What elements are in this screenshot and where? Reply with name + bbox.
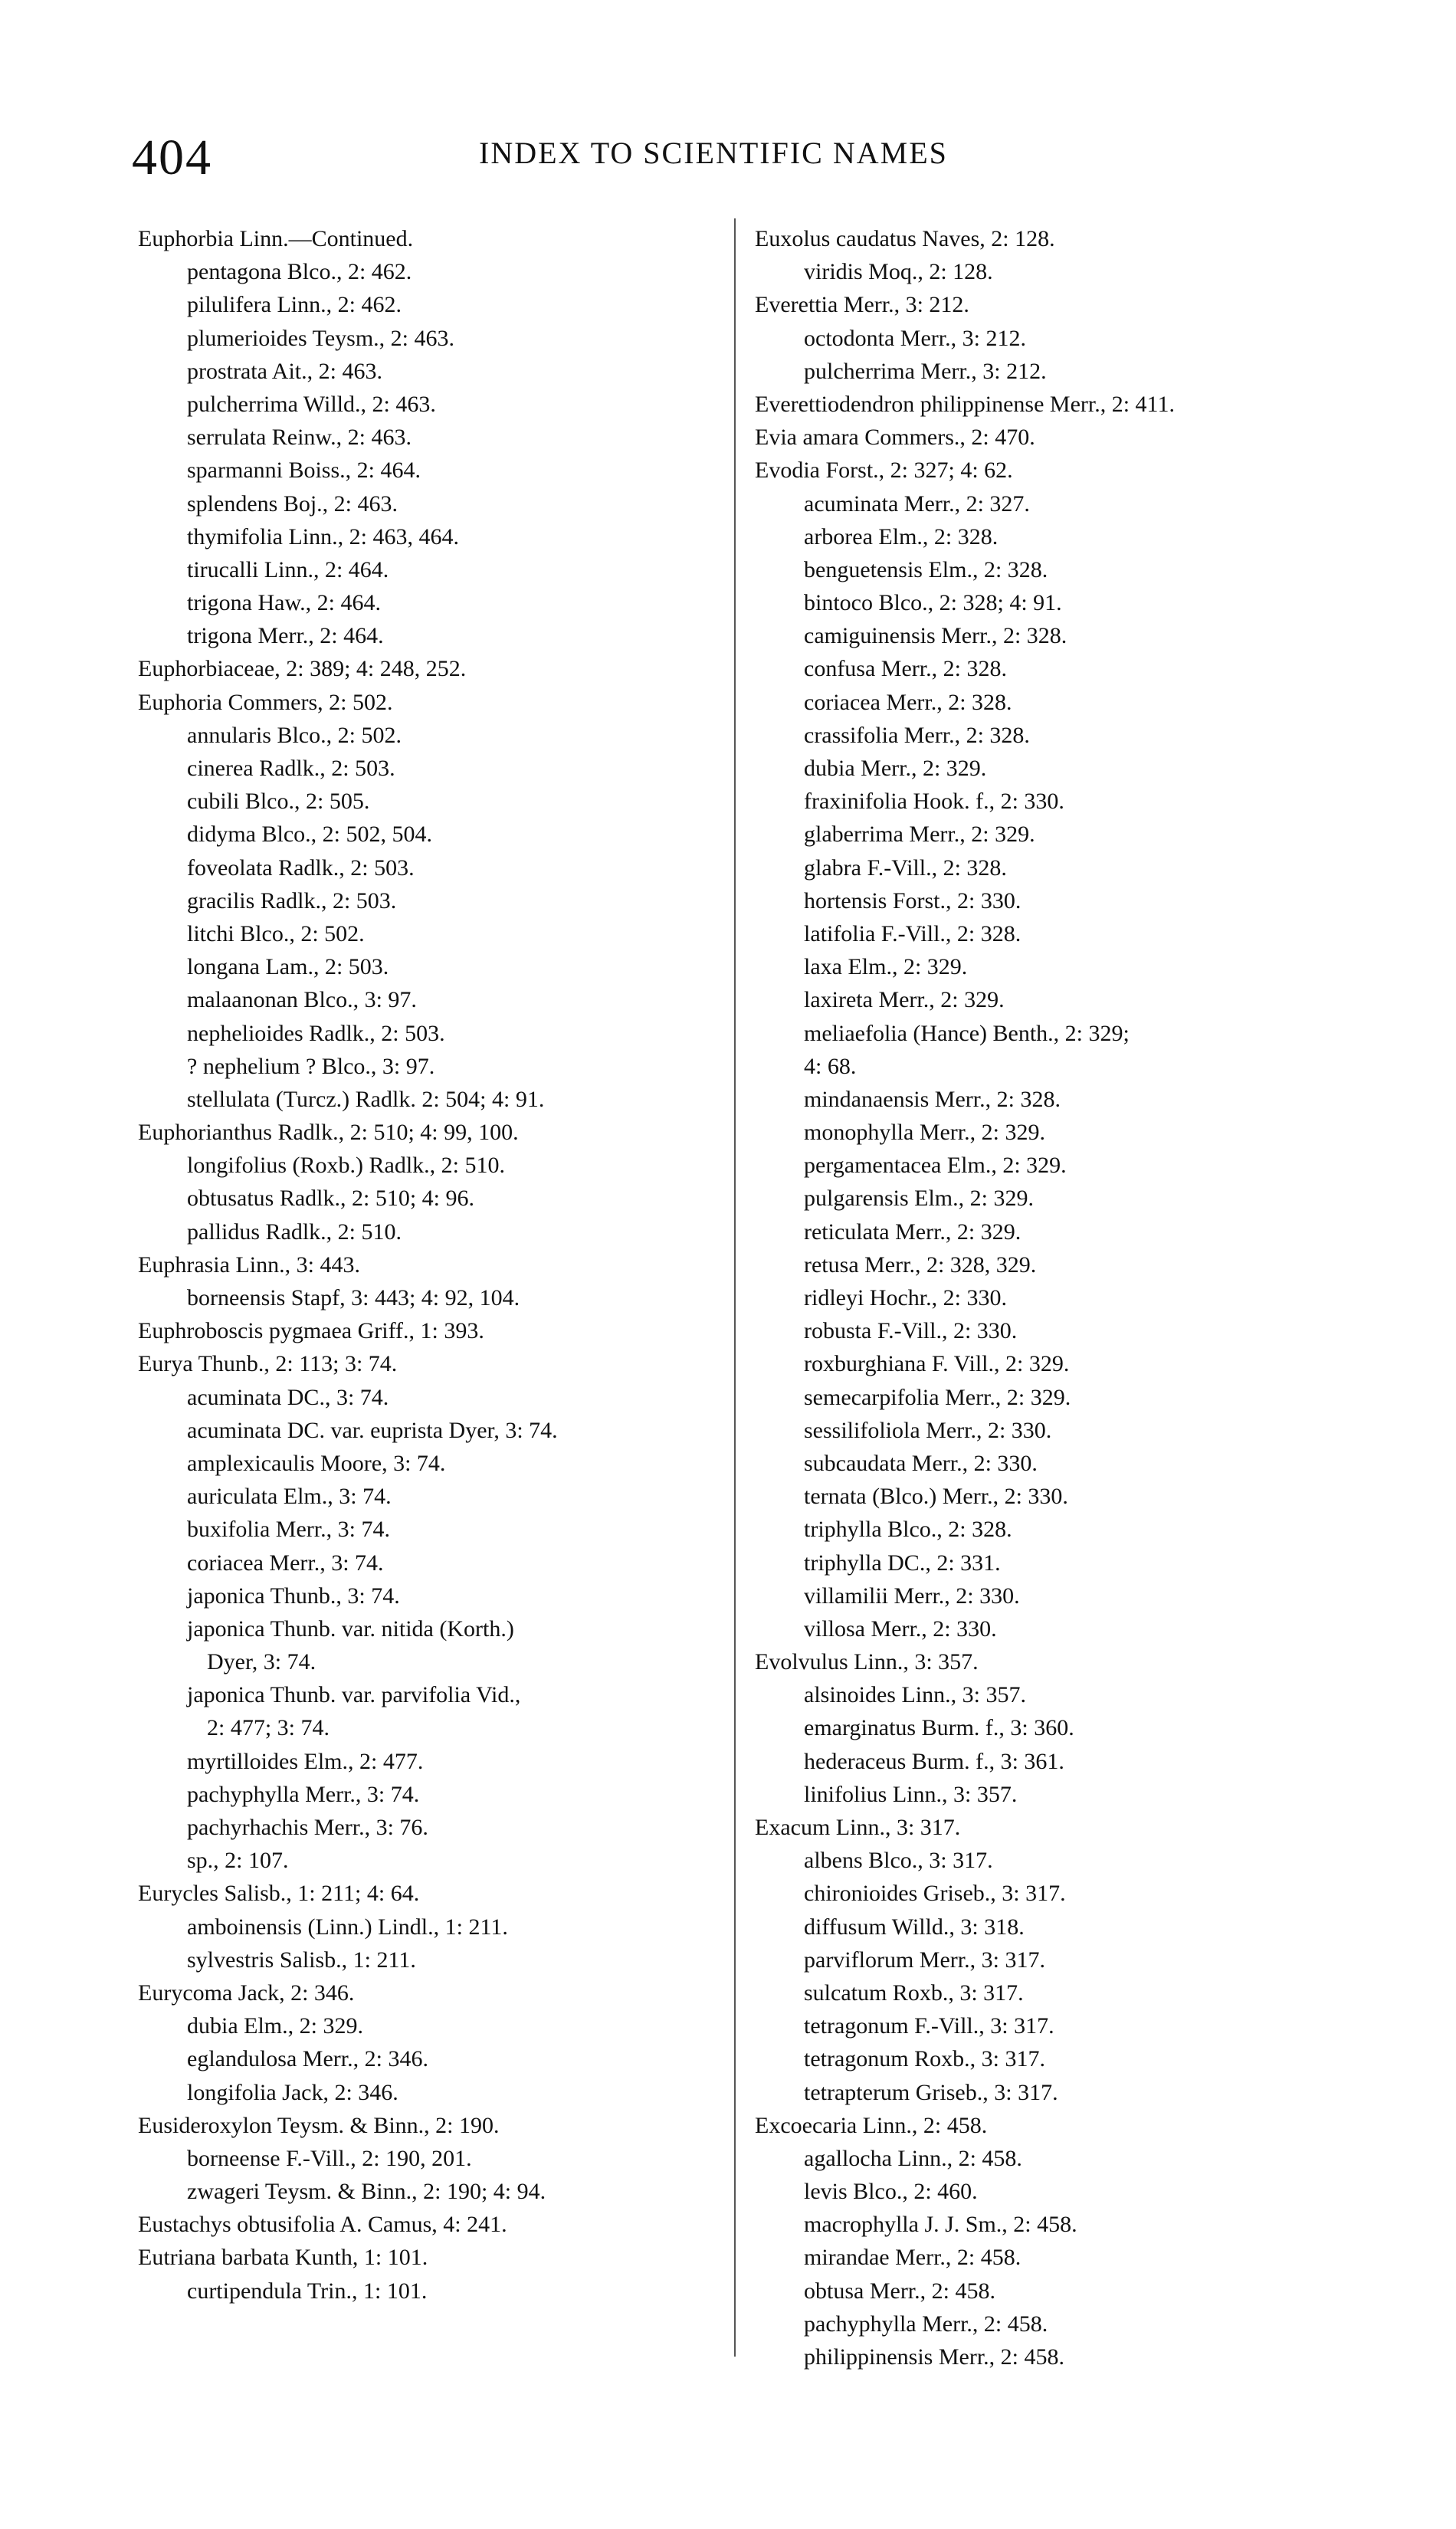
index-entry-species: villosa Merr., 2: 330. [804,1615,997,1642]
index-entry-genus: Euphoria Commers, 2: 502. [138,689,393,715]
index-entry-genus: Euphorianthus Radlk., 2: 510; 4: 99, 100. [138,1120,519,1146]
index-entry-species: foveolata Radlk., 2: 503. [187,854,415,881]
index-entry-species: pilulifera Linn., 2: 462. [187,292,402,318]
index-entry-genus: Eustachys obtusifolia A. Camus, 4: 241. [138,2212,507,2238]
index-entry-species: borneense F.-Vill., 2: 190, 201. [187,2145,472,2171]
index-entry-species: robusta F.-Vill., 2: 330. [804,1318,1018,1344]
index-entry-species: plumerioides Teysm., 2: 463. [187,325,454,351]
index-entry-species: semecarpifolia Merr., 2: 329. [804,1384,1071,1410]
right-index-column [755,222,1383,2373]
page-title: INDEX TO SCIENTIFIC NAMES [479,136,948,170]
index-entry-species: triphylla Blco., 2: 328. [804,1517,1012,1543]
index-entry-species: ? nephelium ? Blco., 3: 97. [187,1053,435,1079]
index-entry-genus: Evolvulus Linn., 3: 357. [755,1649,979,1675]
index-entry-species: gracilis Radlk., 2: 503. [187,887,397,914]
index-entry-species: linifolius Linn., 3: 357. [804,1781,1018,1807]
index-entry-species: reticulata Merr., 2: 329. [804,1219,1021,1245]
index-entry-species: monophylla Merr., 2: 329. [804,1120,1045,1146]
index-entry-species: pachyphylla Merr., 3: 74. [187,1781,420,1807]
index-entry-species: octodonta Merr., 3: 212. [804,325,1026,351]
index-entry-genus: Euphorbia Linn.—Continued. [138,226,414,251]
index-entry-species: laxireta Merr., 2: 329. [804,987,1005,1013]
index-entry-species: sessilifoliola Merr., 2: 330. [804,1417,1052,1443]
index-entry-species: prostrata Ait., 2: 463. [187,358,382,384]
index-entry-species: borneensis Stapf, 3: 443; 4: 92, 104. [187,1285,520,1310]
index-entry-species: glabra F.-Vill., 2: 328. [804,854,1007,881]
index-entry-species: pulgarensis Elm., 2: 329. [804,1186,1034,1212]
index-entry-species: pallidus Radlk., 2: 510. [187,1219,402,1245]
index-entry-species: meliaefolia (Hance) Benth., 2: 329; [804,1020,1130,1046]
index-entry-genus: Eurycoma Jack, 2: 346. [138,1980,355,2006]
index-entry-species: sparmanni Boiss., 2: 464. [187,458,421,484]
index-entry-species: amboinensis (Linn.) Lindl., 1: 211. [187,1914,508,1940]
index-entry-species: bintoco Blco., 2: 328; 4: 91. [804,590,1062,616]
index-entry-genus: Eurya Thunb., 2: 113; 3: 74. [138,1351,398,1377]
index-entry-species: albens Blco., 3: 317. [804,1848,993,1874]
index-entry-species: sulcatum Roxb., 3: 317. [804,1980,1024,2006]
index-entry-species: ridleyi Hochr., 2: 330. [804,1285,1007,1310]
left-index-column [138,222,720,2308]
index-entry-species: laxa Elm., 2: 329. [804,954,968,980]
index-entry-species: longana Lam., 2: 503. [187,954,389,980]
index-entry-genus: Euxolus caudatus Naves, 2: 128. [755,226,1055,251]
index-entry-species: pulcherrima Willd., 2: 463. [187,391,436,417]
index-entry-genus: Euphrasia Linn., 3: 443. [138,1251,360,1278]
index-entry-species: litchi Blco., 2: 502. [187,920,365,946]
index-entry-species: camiguinensis Merr., 2: 328. [804,623,1067,649]
index-entry-species: Dyer, 3: 74. [207,1649,316,1675]
index-entry-species: pachyrhachis Merr., 3: 76. [187,1815,428,1840]
index-entry-species: nephelioides Radlk., 2: 503. [187,1020,445,1046]
index-entry-species: acuminata Merr., 2: 327. [804,490,1030,517]
index-entry-genus: Everettiodendron philippinense Merr., 2: 411. [755,391,1175,417]
index-entry-species: confusa Merr., 2: 328. [804,656,1007,682]
index-entry-species: trigona Merr., 2: 464. [187,623,384,649]
index-entry-species: dubia Merr., 2: 329. [804,756,987,781]
index-entry-species: triphylla DC., 2: 331. [804,1550,1001,1576]
index-entry-species: pergamentacea Elm., 2: 329. [804,1153,1067,1179]
index-entry-species: levis Blco., 2: 460. [804,2179,978,2205]
index-entry-species: roxburghiana F. Vill., 2: 329. [804,1351,1070,1377]
index-entry-species: cinerea Radlk., 2: 503. [187,756,395,781]
index-entry-species: alsinoides Linn., 3: 357. [804,1682,1026,1708]
column-divider [734,218,736,2357]
index-entry-genus: Everettia Merr., 3: 212. [755,292,969,318]
index-entry-species: cubili Blco., 2: 505. [187,789,370,815]
index-entry-species: glaberrima Merr., 2: 329. [804,822,1035,848]
index-entry-species: tetragonum Roxb., 3: 317. [804,2046,1045,2072]
index-entry-species: diffusum Willd., 3: 318. [804,1914,1025,1940]
index-entry-species: amplexicaulis Moore, 3: 74. [187,1450,446,1476]
index-entry-species: tetrapterum Griseb., 3: 317. [804,2079,1058,2105]
index-entry-species: pentagona Blco., 2: 462. [187,259,412,285]
index-entry-species: pachyphylla Merr., 2: 458. [804,2311,1048,2337]
index-entry-species: tetragonum F.-Vill., 3: 317. [804,2013,1054,2039]
index-entry-species: coriacea Merr., 3: 74. [187,1550,384,1576]
index-entry-genus: Evodia Forst., 2: 327; 4: 62. [755,458,1013,484]
index-entry-species: mindanaensis Merr., 2: 328. [804,1086,1061,1112]
index-entry-species: fraxinifolia Hook. f., 2: 330. [804,789,1064,815]
index-entry-species: subcaudata Merr., 2: 330. [804,1450,1038,1476]
index-entry-species: buxifolia Merr., 3: 74. [187,1517,390,1543]
index-entry-species: villamilii Merr., 2: 330. [804,1583,1020,1609]
index-entry-species: longifolius (Roxb.) Radlk., 2: 510. [187,1153,505,1179]
index-entry-species: stellulata (Turcz.) Radlk. 2: 504; 4: 91. [187,1086,545,1112]
index-entry-species: latifolia F.-Vill., 2: 328. [804,920,1021,946]
index-entry-species: longifolia Jack, 2: 346. [187,2079,398,2105]
index-entry-species: splendens Boj., 2: 463. [187,490,398,517]
index-entry-species: obtusa Merr., 2: 458. [804,2278,995,2304]
index-entry-species: tirucalli Linn., 2: 464. [187,556,389,582]
index-entry-genus: Evia amara Commers., 2: 470. [755,425,1035,451]
index-entry-genus: Euphorbiaceae, 2: 389; 4: 248, 252. [138,656,467,682]
index-entry-species: dubia Elm., 2: 329. [187,2013,363,2039]
index-entry-species: serrulata Reinw., 2: 463. [187,425,412,451]
index-entry-species: sylvestris Salisb., 1: 211. [187,1947,416,1973]
index-entry-species: japonica Thunb. var. parvifolia Vid., [187,1682,521,1708]
index-entry-genus: Exacum Linn., 3: 317. [755,1815,961,1840]
index-entry-species: thymifolia Linn., 2: 463, 464. [187,523,459,549]
index-entry-species: chironioides Griseb., 3: 317. [804,1881,1066,1907]
index-entry-genus: Eusideroxylon Teysm. & Binn., 2: 190. [138,2112,500,2138]
index-entry-species: japonica Thunb., 3: 74. [187,1583,400,1609]
index-entry-species: zwageri Teysm. & Binn., 2: 190; 4: 94. [187,2179,546,2205]
index-entry-species: myrtilloides Elm., 2: 477. [187,1748,424,1774]
index-entry-species: acuminata DC. var. euprista Dyer, 3: 74. [187,1417,558,1443]
index-entry-species: coriacea Merr., 2: 328. [804,689,1012,715]
index-entry-species: parviflorum Merr., 3: 317. [804,1947,1045,1973]
index-entry-species: curtipendula Trin., 1: 101. [187,2278,428,2304]
index-entry-species: 2: 477; 3: 74. [207,1715,330,1741]
page-number: 404 [132,130,212,185]
index-entry-species: japonica Thunb. var. nitida (Korth.) [187,1615,514,1642]
index-entry-species: viridis Moq., 2: 128. [804,259,993,285]
index-entry-species: acuminata DC., 3: 74. [187,1384,389,1410]
index-entry-species: annularis Blco., 2: 502. [187,722,402,748]
index-entry-species: obtusatus Radlk., 2: 510; 4: 96. [187,1186,474,1212]
index-entry-species: philippinensis Merr., 2: 458. [804,2344,1064,2370]
index-entry-genus: Excoecaria Linn., 2: 458. [755,2112,988,2138]
index-entry-species: didyma Blco., 2: 502, 504. [187,822,432,848]
index-entry-species: auriculata Elm., 3: 74. [187,1484,392,1510]
index-entry-species: macrophylla J. J. Sm., 2: 458. [804,2212,1077,2238]
index-entry-species: trigona Haw., 2: 464. [187,590,382,616]
index-entry-species: hortensis Forst., 2: 330. [804,887,1021,914]
index-entry-species: benguetensis Elm., 2: 328. [804,556,1048,582]
index-entry-genus: Eurycles Salisb., 1: 211; 4: 64. [138,1881,420,1907]
index-entry-species: hederaceus Burm. f., 3: 361. [804,1748,1064,1774]
index-entry-species: ternata (Blco.) Merr., 2: 330. [804,1484,1068,1510]
index-entry-species: agallocha Linn., 2: 458. [804,2145,1022,2171]
index-entry-genus: Eutriana barbata Kunth, 1: 101. [138,2245,428,2271]
index-entry-species: emarginatus Burm. f., 3: 360. [804,1715,1074,1741]
index-entry-species: sp., 2: 107. [187,1848,289,1874]
index-entry-species: eglandulosa Merr., 2: 346. [187,2046,428,2072]
index-entry-species: crassifolia Merr., 2: 328. [804,722,1030,748]
index-entry-species: retusa Merr., 2: 328, 329. [804,1251,1037,1278]
index-entry-species: arborea Elm., 2: 328. [804,523,999,549]
index-entry-species: malaanonan Blco., 3: 97. [187,987,417,1013]
index-entry-species: mirandae Merr., 2: 458. [804,2245,1021,2271]
index-entry-genus: Euphroboscis pygmaea Griff., 1: 393. [138,1318,484,1344]
index-entry-species: pulcherrima Merr., 3: 212. [804,358,1047,384]
index-entry-species: 4: 68. [804,1053,857,1079]
